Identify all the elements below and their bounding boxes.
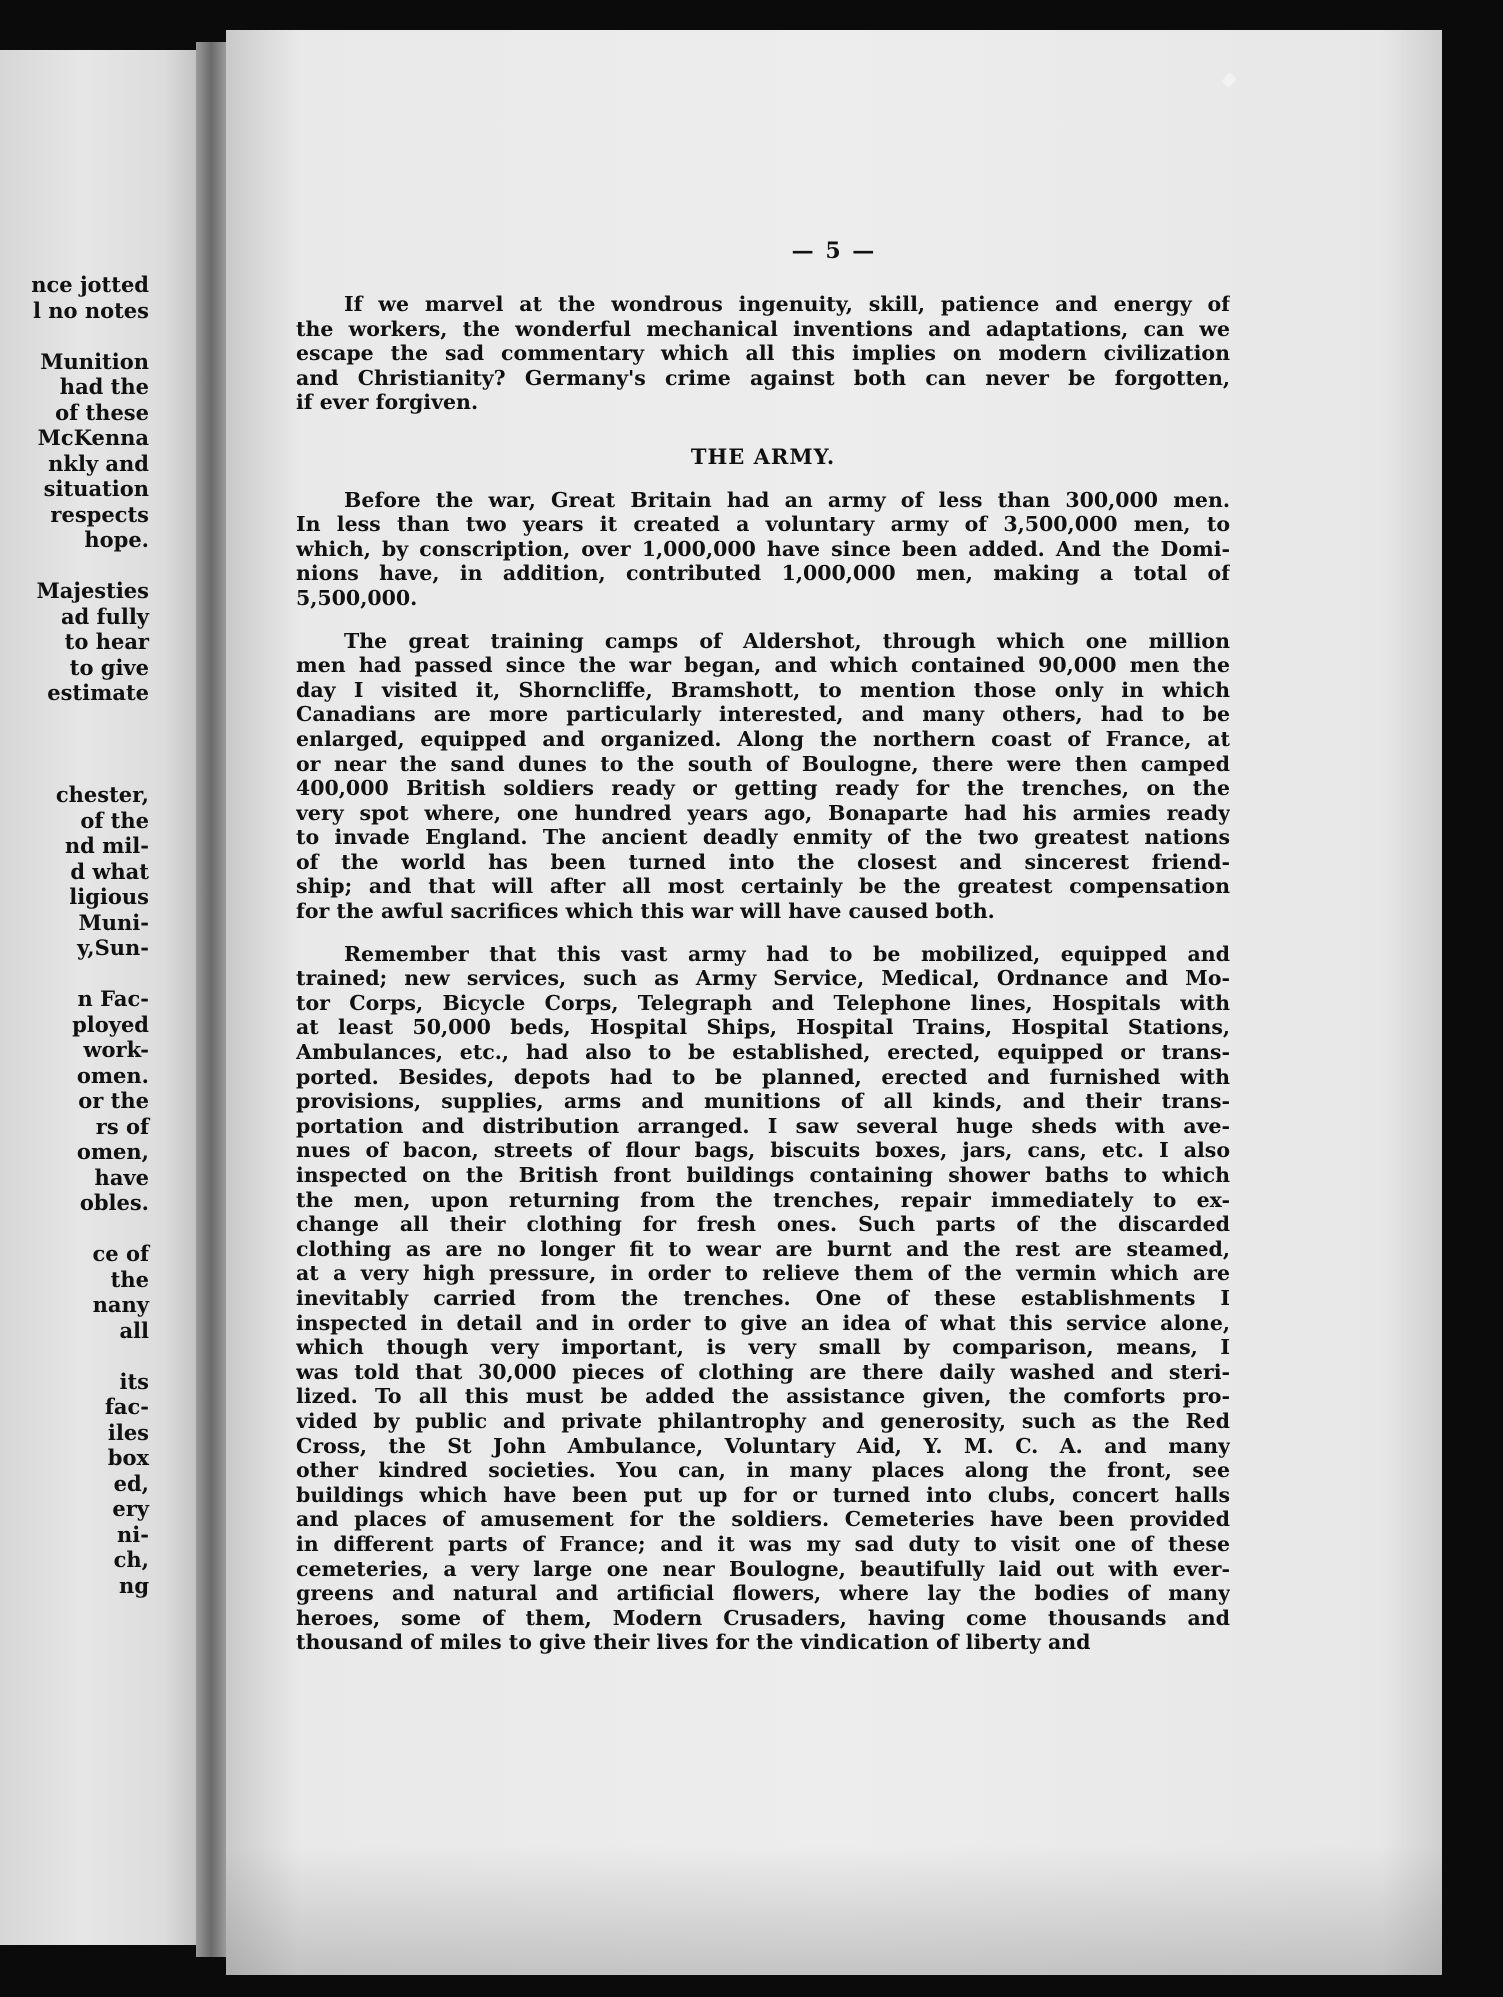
text-line: the workers, the wonderful mechanical inventions and adaptations, can we [296,316,1230,341]
text-fragment: respects [50,501,149,527]
text-fragment: fac- [104,1394,149,1419]
text-line: greens and natural and artificial flowers, where lay the bodies of many [296,1581,1230,1606]
text-fragment: Munition [40,348,149,374]
line-gap [0,1216,149,1242]
line-gap [0,1343,149,1369]
text-fragment: d what [70,858,149,884]
text-fragment: nkly and [48,450,149,476]
text-line: of the world has been turned into the closest and sincerest friend- [296,849,1230,874]
text-line: 400,000 British soldiers ready or getting ready for the trenches, on the [296,776,1230,801]
line-gap [0,323,149,349]
text-line: at a very high pressure, in order to relieve them of the vermin which are [296,1261,1230,1286]
paragraph-services [296,942,1230,1655]
text-fragment: the [110,1266,149,1292]
text-line: and Christianity? Germany's crime against both can never be forgotten, [296,365,1230,390]
text-fragment: ligious [69,884,149,909]
text-line: clothing as are no longer fit to wear are burnt and the rest are steamed, [296,1236,1230,1261]
line-gap [0,731,149,757]
text-line: inspected in detail and in order to give an idea of what this service alone, [296,1310,1230,1335]
text-fragment: ployed [72,1011,149,1037]
text-fragment: had the [59,374,149,399]
page-bottom-shading [226,1845,1442,1975]
text-line: ported. Besides, depots had to be planned, erected and furnished with [296,1064,1230,1089]
text-fragment: hope. [84,527,149,552]
text-line: In less than two years it created a voluntary army of 3,500,000 men, to [296,512,1230,537]
line-gap [0,757,149,783]
text-fragment: of the [80,807,149,833]
text-line: thousand of miles to give their lives for the vindication of liberty and [296,1630,1091,1655]
paragraph-intro [296,292,1230,415]
text-fragment: ce of [92,1241,149,1266]
text-fragment: y,Sun- [77,935,149,960]
right-page [226,30,1442,1975]
text-fragment: box [107,1445,149,1470]
left-page [0,50,205,1945]
text-fragment: ng [119,1572,149,1598]
text-line: heroes, some of them, Modern Crusaders, having come thousands and [296,1605,1230,1630]
paragraph-training-camps [296,629,1230,924]
text-line: was told that 30,000 pieces of clothing are there daily washed and steri- [296,1359,1230,1384]
text-fragment: or the [78,1088,149,1113]
text-line: inspected on the British front buildings containing shower baths to which [296,1163,1230,1187]
text-fragment: ad fully [60,603,149,629]
text-fragment: situation [43,476,149,501]
text-fragment: n Fac- [77,986,149,1011]
text-line: very spot where, one hundred years ago, Bonaparte had his armies ready [296,800,1230,825]
text-fragment: to give [69,654,149,680]
text-line: to invade England. The ancient deadly enmity of the two greatest nations [296,825,1230,850]
text-fragment: Majesties [36,578,149,603]
text-line: which, by conscription, over 1,000,000 have since been added. And the Domi- [296,536,1230,561]
text-fragment: obles. [79,1190,149,1215]
text-line: trained; new services, such as Army Service, Medical, Ordnance and Mo- [296,966,1230,991]
text-line: inevitably carried from the trenches. One of these establishments I [296,1285,1230,1310]
text-fragment: nany [92,1292,149,1317]
text-line: cemeteries, a very large one near Boulogne, beautifully laid out with ever- [296,1556,1230,1581]
text-line: The great training camps of Aldershot, through which one million [344,628,1230,653]
text-line: tor Corps, Bicycle Corps, Telegraph and Telephone lines, Hospitals with [296,990,1230,1015]
line-gap [0,961,149,987]
text-line: vided by public and private philantrophy and generosity, such as the Red [296,1408,1230,1433]
text-fragment: work- [83,1037,149,1062]
text-line: Before the war, Great Britain had an army of less than 300,000 men. [344,487,1230,512]
text-fragment: McKenna [37,425,149,450]
text-line: escape the sad commentary which all this implies on modern civilization [296,341,1230,366]
text-fragment: estimate [47,680,149,705]
text-line: enlarged, equipped and organized. Along the northern coast of France, at [296,726,1230,751]
section-heading: THE ARMY. [690,443,836,469]
text-line: ship; and that will after all most certainly be the greatest compensation [296,874,1230,899]
text-line: and places of amusement for the soldiers. Cemeteries have been provided [296,1507,1230,1532]
text-fragment: have [94,1164,149,1190]
text-fragment: Muni- [78,909,149,935]
line-gap [0,553,149,579]
text-line: day I visited it, Shorncliffe, Bramshott, to mention those only in which [296,677,1230,702]
text-fragment: omen, [76,1139,149,1164]
text-fragment: nd mil- [64,833,149,858]
text-line: lized. To all this must be added the assistance given, the comforts pro- [296,1384,1230,1409]
text-line: in different parts of France; and it was my sad duty to visit one of these [296,1531,1230,1556]
text-line: change all their clothing for fresh ones. Such parts of the discarded [296,1212,1230,1237]
text-line: or near the sand dunes to the south of Boulogne, there were then camped [296,751,1230,776]
text-line: men had passed since the war began, and which contained 90,000 men the [296,653,1230,678]
text-line: If we marvel at the wondrous ingenuity, skill, patience and energy of [344,292,1230,316]
text-fragment: ed, [113,1470,149,1496]
text-fragment: rs of [95,1113,149,1139]
text-line: Remember that this vast army had to be mobilized, equipped and [344,941,1230,966]
text-fragment: its [119,1368,149,1394]
text-fragment: nce jotted [31,272,149,297]
text-line: portation and distribution arranged. I saw several huge sheds with ave- [296,1113,1230,1138]
paper-speck [1221,72,1236,88]
text-line: which though very important, is very small by comparison, means, I [296,1335,1230,1360]
text-line: 5,500,000. [296,585,418,610]
text-line: buildings which have been put up for or turned into clubs, concert halls [296,1482,1230,1507]
text-fragment: ch, [113,1547,149,1572]
text-fragment: l no notes [32,297,149,323]
page-number: — 5 — [791,238,877,264]
text-fragment: iles [107,1419,149,1445]
text-line: Canadians are more particularly interested, and many others, had to be [296,702,1230,727]
text-fragment: to hear [64,629,149,654]
text-line: other kindred societies. You can, in many places along the front, see [296,1458,1230,1483]
text-line: Cross, the St John Ambulance, Voluntary Aid, Y. M. C. A. and many [296,1433,1230,1458]
text-line: the men, upon returning from the trenches, repair immediately to ex- [296,1187,1230,1212]
text-fragment: omen. [76,1062,149,1088]
text-fragment: chester, [55,782,149,807]
text-fragment: all [119,1317,149,1343]
book-gutter [196,42,230,1957]
text-line: for the awful sacrifices which this war will have caused both. [296,899,995,924]
text-line: provisions, supplies, arms and munitions of all kinds, and their trans- [296,1089,1230,1114]
text-line: Ambulances, etc., had also to be established, erected, equipped or trans- [296,1040,1230,1065]
left-page-text-fragments [0,272,149,1598]
line-gap [0,706,149,732]
page-body [296,292,1230,1655]
text-fragment: ni- [117,1521,149,1547]
text-line: if ever forgiven. [296,390,479,415]
text-line: nues of bacon, streets of flour bags, biscuits boxes, jars, cans, etc. I also [296,1138,1230,1163]
text-fragment: ery [112,1496,149,1521]
text-line: nions have, in addition, contributed 1,000,000 men, making a total of [296,561,1230,586]
text-line: at least 50,000 beds, Hospital Ships, Hospital Trains, Hospital Stations, [296,1015,1230,1040]
paragraph-army-size [296,488,1230,611]
text-fragment: of these [55,399,149,425]
